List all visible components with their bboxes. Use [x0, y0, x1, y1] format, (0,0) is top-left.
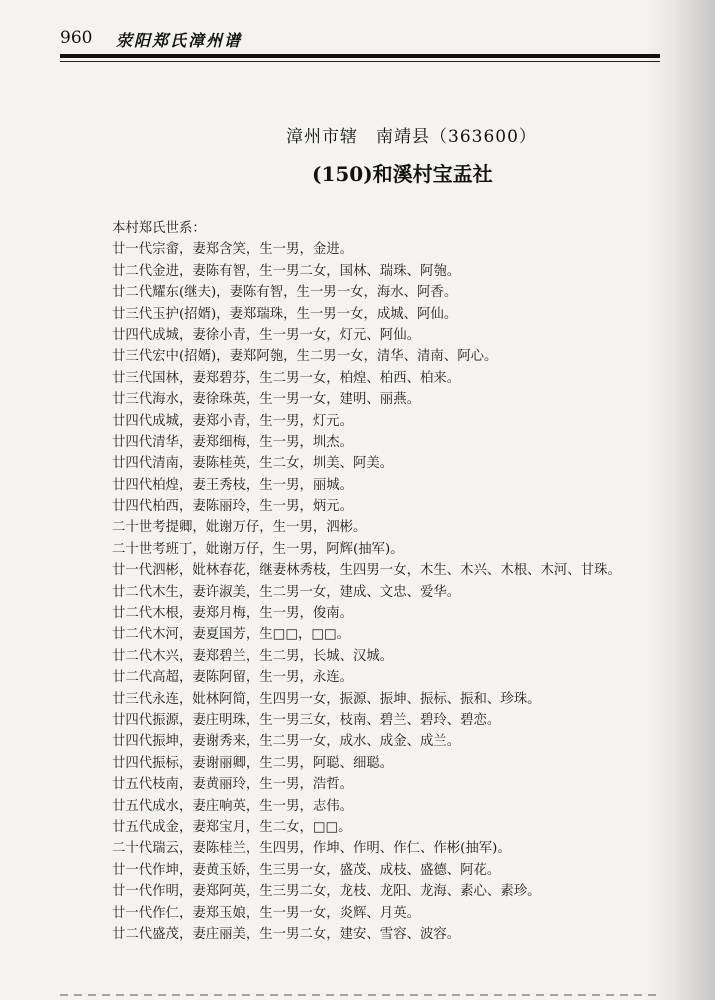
genealogy-entry: 廿一代作仁，妻郑玉娘，生一男一女，炎辉、月英。	[112, 905, 420, 921]
genealogy-entry: 廿五代成金，妻郑宝月，生二女，□□。	[112, 819, 352, 835]
genealogy-entry: 廿一代宗畲，妻郑含笑，生一男，金进。	[112, 242, 354, 258]
page-number: 960	[60, 28, 93, 48]
genealogy-entry: 廿四代振坤，妻谢秀来，生二男一女，成水、成金、成兰。	[112, 734, 461, 750]
genealogy-entry: 廿四代振源，妻庄明珠，生一男三女，枝南、碧兰、碧玲、碧恋。	[112, 712, 501, 728]
genealogy-entry: 廿一代作明，妻郑阿英，生三男二女，龙枝、龙阳、龙海、素心、素珍。	[112, 884, 541, 900]
section-subtitle: 漳州市辖 南靖县（363600）	[286, 127, 537, 147]
genealogy-body	[112, 218, 692, 945]
genealogy-entry: 廿三代国林，妻郑碧芬，生二男一女，柏煌、柏西、柏来。	[112, 370, 461, 386]
genealogy-entry: 二十代瑞云，妻陈桂兰，生四男，作坤、作明、作仁、作彬(抽军)。	[112, 841, 511, 857]
genealogy-entry: 廿二代木兴，妻郑碧兰，生二男，长城、汉城。	[112, 648, 394, 664]
genealogy-entry: 廿二代木生，妻许淑美，生二男一女，建成、文忠、爱华。	[112, 584, 461, 600]
genealogy-entry: 二十世考班丁，妣谢万仔，生一男，阿辉(抽军)。	[112, 541, 404, 557]
genealogy-entry: 廿二代金进，妻陈有智，生一男二女，国林、瑞珠、阿匏。	[112, 263, 461, 279]
genealogy-entry: 廿二代木河，妻夏国芳，生□□，□□。	[112, 627, 351, 643]
section-title: (150)和溪村宝盂社	[312, 162, 493, 186]
running-title: 荥阳郑氏漳州谱	[116, 31, 243, 50]
genealogy-entry: 廿一代作坤，妻黄玉娇，生三男一女，盛茂、成枝、盛德、阿花。	[112, 862, 501, 878]
intro-line: 本村郑氏世系：	[112, 221, 206, 236]
genealogy-entry: 廿四代清南，妻陈桂英，生二女，圳美、阿美。	[112, 456, 394, 472]
genealogy-entry: 廿一代泗彬，妣林春花，继妻林秀枝，生四男一女，木生、木兴、木根、木河、甘珠。	[112, 563, 621, 579]
genealogy-entry: 廿三代永连，妣林阿简，生四男一女，振源、振坤、振标、振和、珍珠。	[112, 691, 541, 707]
genealogy-entry: 廿二代盛茂，妻庄丽美，生一男二女，建安、雪容、波容。	[112, 926, 461, 942]
header-rule-thick	[60, 54, 660, 58]
genealogy-entry: 廿二代耀东(继夫)，妻陈有智，生一男一女，海水、阿香。	[112, 285, 458, 301]
genealogy-entry: 廿三代海水，妻徐珠英，生一男一女，建明、丽燕。	[112, 392, 420, 408]
genealogy-entry: 廿三代玉护(招婿)，妻郑瑞珠，生一男一女，成城、阿仙。	[112, 306, 458, 322]
genealogy-entry: 廿二代木根，妻郑月梅，生一男，俊南。	[112, 606, 354, 622]
genealogy-lines	[112, 239, 692, 945]
genealogy-entry: 廿四代振标，妻谢丽卿，生二男，阿聪、细聪。	[112, 755, 394, 771]
genealogy-entry: 廿四代清华，妻郑细梅，生一男，圳杰。	[112, 434, 354, 450]
genealogy-entry: 廿五代枝南，妻黄丽玲，生一男，浩哲。	[112, 777, 354, 793]
genealogy-entry: 廿四代柏西，妻陈丽玲，生一男，炳元。	[112, 499, 354, 515]
genealogy-entry: 廿二代高超，妻陈阿留，生一男，永连。	[112, 670, 354, 686]
genealogy-entry: 廿五代成水，妻庄响英，生一男，志伟。	[112, 798, 354, 814]
genealogy-entry: 廿三代宏中(招婿)，妻郑阿匏，生二男一女，清华、清南、阿心。	[112, 349, 498, 365]
genealogy-entry: 二十世考提卿，妣谢万仔，生一男，泗彬。	[112, 520, 367, 536]
genealogy-entry: 廿四代成城，妻徐小青，生一男一女，灯元、阿仙。	[112, 327, 420, 343]
bottom-scan-artifact	[60, 994, 660, 996]
header-rule-thin	[60, 61, 660, 62]
genealogy-entry: 廿四代成城，妻郑小青，生一男，灯元。	[112, 413, 354, 429]
genealogy-entry: 廿四代柏煌，妻王秀枝，生一男，丽城。	[112, 477, 354, 493]
